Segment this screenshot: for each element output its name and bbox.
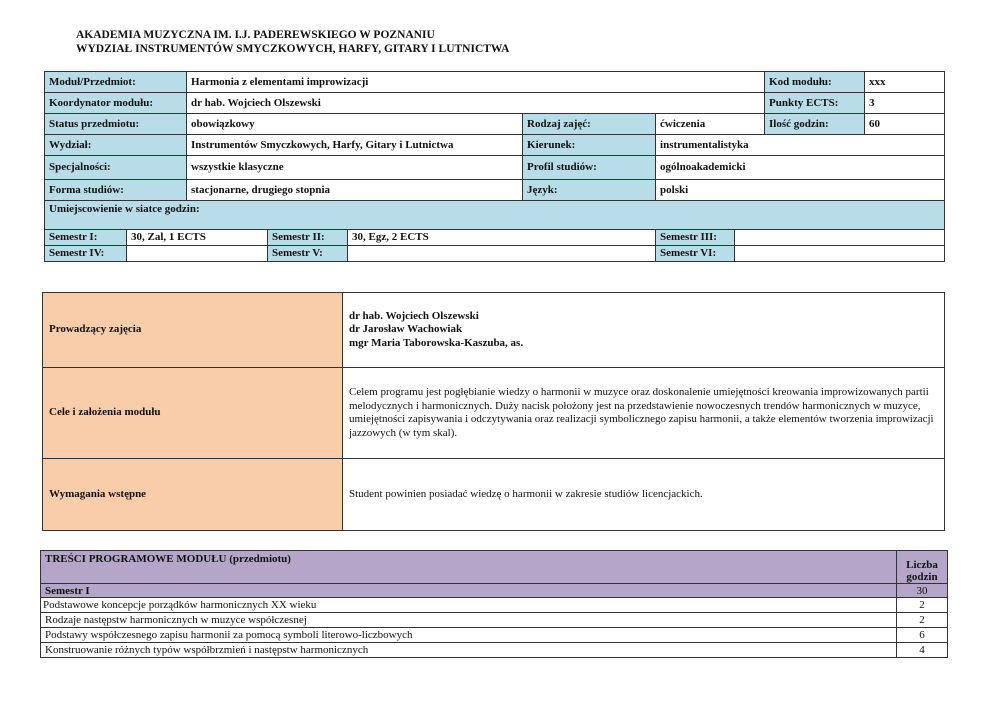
godzin-label: Ilość godzin: [765,114,865,135]
hours-header [897,551,948,584]
topic-cell: Podstawowe koncepcje porządków harmonicznych XX wieku [41,598,897,613]
jezyk-label: Język: [523,180,656,201]
hours-cell: 4 [897,643,948,658]
hours-cell: 2 [897,598,948,613]
table-row [41,628,948,643]
modul-value: Harmonia z elementami improwizacji [187,72,765,93]
instructor-name: dr Jarosław Wachowiak [349,323,463,336]
jezyk-value: polski [656,180,945,201]
sem3-value [735,230,945,246]
rodzaj-label: Rodzaj zajęć: [523,114,656,135]
umiejscowienie-label: Umiejscowienie w siatce godzin: [45,201,945,230]
kierunek-label: Kierunek: [523,135,656,156]
instructor-name: mgr Maria Taborowska-Kaszuba, as. [349,336,524,349]
hours-header-line2: godzin [906,571,938,583]
kierunek-value: instrumentalistyka [656,135,945,156]
sem5-label: Semestr V: [268,246,348,262]
modul-label: Moduł/Przedmiot: [45,72,187,93]
kod-label: Kod modułu: [765,72,865,93]
program-content-table [40,550,948,658]
wydzial-value: Instrumentów Smyczkowych, Harfy, Gitary i Lutnictwa [187,135,523,156]
sem2-label: Semestr II: [268,230,348,246]
specjalnosci-label: Specjalności: [45,156,187,180]
sem2-value: 30, Egz, 2 ECTS [348,230,656,246]
module-details-table [42,292,945,531]
hours-cell: 6 [897,628,948,643]
prowadzacy-value [343,293,945,368]
document-header [76,28,509,56]
sem5-value [348,246,656,262]
semester-hours: 30 [897,584,948,598]
rodzaj-value: ćwiczenia [656,114,765,135]
sem1-label: Semestr I: [45,230,127,246]
godzin-value: 60 [865,114,945,135]
ects-label: Punkty ECTS: [765,93,865,114]
sem6-value [735,246,945,262]
module-info-table [44,71,945,262]
topic-cell: Rodzaje następstw harmonicznych w muzyce współczesnej [41,613,897,628]
academy-name: AKADEMIA MUZYCZNA IM. I.J. PADEREWSKIEGO W POZNANIU [76,29,435,41]
hours-cell: 2 [897,613,948,628]
cele-value: Celem programu jest pogłębianie wiedzy o harmonii w muzyce oraz doskonalenie umiejętności kreowania improwizowanych partii melodycznych i harmonicznych. Duży nacisk położony jest na przedstawienie nowoczesnych trendów harmonicznych w muzyce, umiejętności zapisywania i odczytywania oraz realizacji symbolicznego zapisu harmonii, a także elementów tworzenia improwizacji jazzowych (w tym skal). [343,368,945,459]
forma-value: stacjonarne, drugiego stopnia [187,180,523,201]
semester-label: Semestr I [41,584,897,598]
koordynator-value: dr hab. Wojciech Olszewski [187,93,765,114]
topic-cell: Podstawy współczesnego zapisu harmonii za pomocą symboli literowo-liczbowych [41,628,897,643]
profil-label: Profil studiów: [523,156,656,180]
sem1-value: 30, Zal, 1 ECTS [127,230,268,246]
wymagania-label: Wymagania wstępne [43,459,343,531]
wydzial-label: Wydział: [45,135,187,156]
sem4-value [127,246,268,262]
table-row [41,643,948,658]
sem6-label: Semestr VI: [656,246,735,262]
sem4-label: Semestr IV: [45,246,127,262]
profil-value: ogólnoakademicki [656,156,945,180]
prowadzacy-label: Prowadzący zajęcia [43,293,343,368]
table-row [41,613,948,628]
forma-label: Forma studiów: [45,180,187,201]
wymagania-value: Student powinien posiadać wiedzę o harmonii w zakresie studiów licencjackich. [343,459,945,531]
status-value: obowiązkowy [187,114,523,135]
faculty-name: WYDZIAŁ INSTRUMENTÓW SMYCZKOWYCH, HARFY, GITARY I LUTNICTWA [76,43,510,55]
ects-value: 3 [865,93,945,114]
topic-cell: Konstruowanie różnych typów współbrzmień i następstw harmonicznych [41,643,897,658]
table-row [41,598,948,613]
koordynator-label: Koordynator modułu: [45,93,187,114]
kod-value: xxx [865,72,945,93]
content-table-title: TREŚCI PROGRAMOWE MODUŁU (przedmiotu) [41,551,897,584]
cele-label: Cele i założenia modułu [43,368,343,459]
sem3-label: Semestr III: [656,230,735,246]
specjalnosci-value: wszystkie klasyczne [187,156,523,180]
status-label: Status przedmiotu: [45,114,187,135]
hours-header-line1: Liczba [906,559,938,571]
instructor-name: dr hab. Wojciech Olszewski [349,309,479,322]
